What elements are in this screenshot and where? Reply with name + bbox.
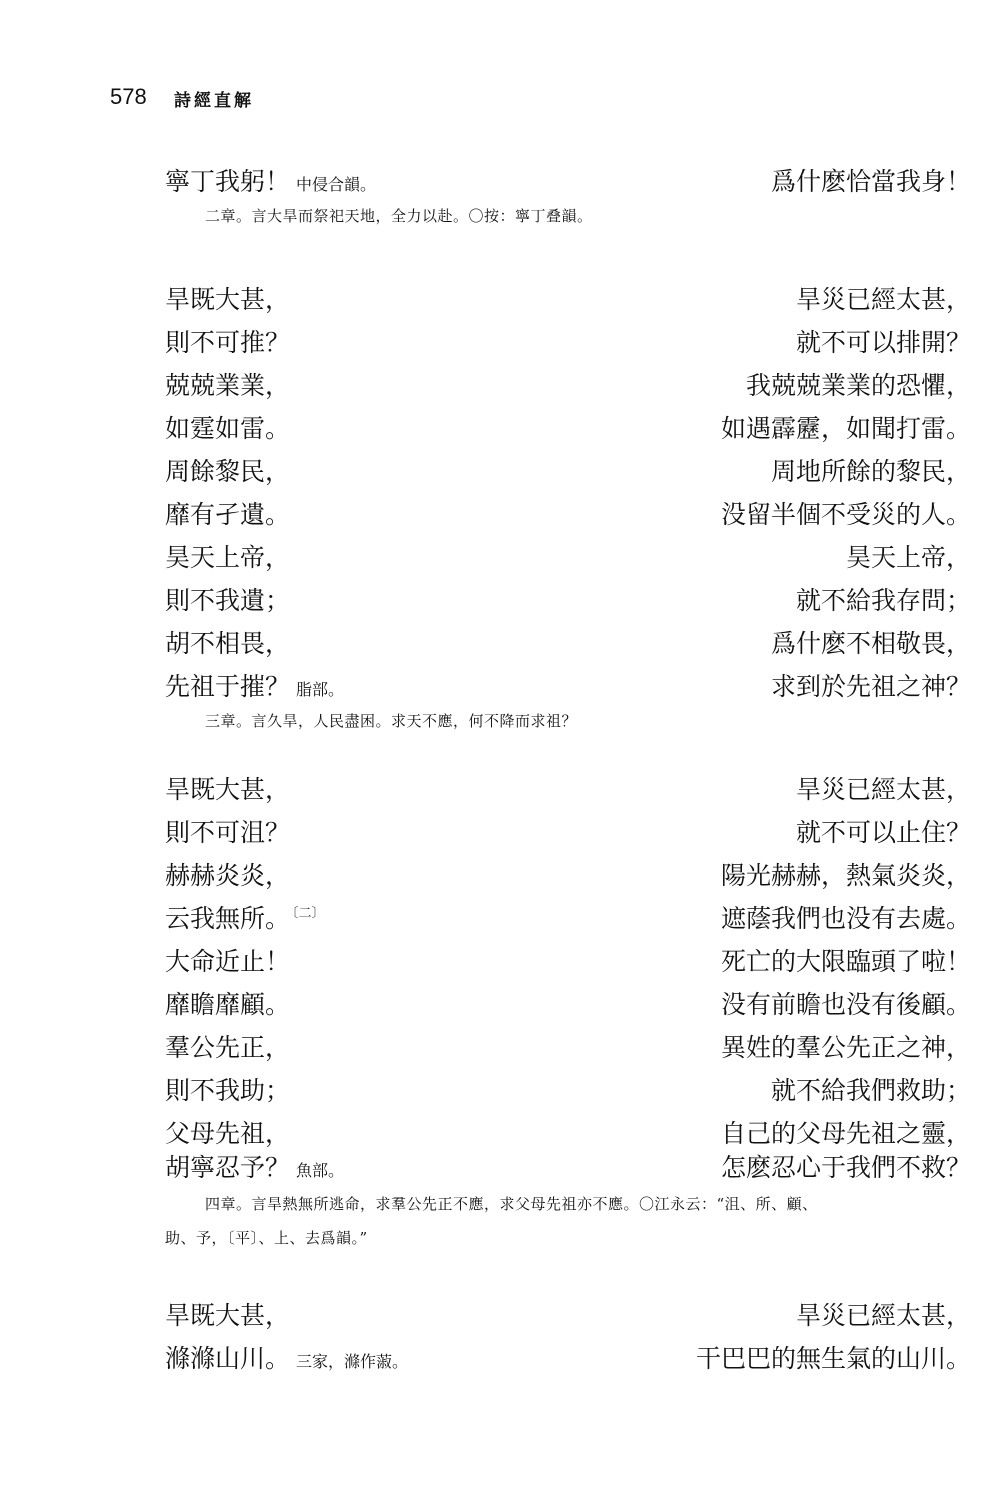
rhyme-note: 魚部。 — [296, 1161, 345, 1180]
verse-line — [165, 162, 971, 202]
verse-original: 則不我遺； — [165, 586, 291, 615]
verse-line — [165, 409, 971, 449]
verse-original: 如霆如雷。 — [165, 414, 291, 443]
verse-line — [165, 581, 971, 621]
verse-original: 滌滌山川。 三家，滌作蔋。 — [165, 1344, 409, 1373]
verse-line — [165, 667, 971, 707]
variant-note: 三家，滌作蔋。 — [296, 1352, 409, 1371]
verse-translation: 旱災已經太甚， — [795, 285, 971, 314]
verse-original: 兢兢業業， — [165, 371, 291, 400]
verse-original: 寧丁我躬！ 中侵合韻。 — [165, 167, 377, 196]
verse-line — [165, 1148, 971, 1188]
chapter-comment: 三章。言久旱，人民盡困。求天不應，何不降而求祖？ — [205, 712, 578, 730]
verse-line — [165, 452, 971, 492]
verse-original: 則不我助； — [165, 1076, 291, 1105]
verse-line — [165, 813, 971, 853]
verse-line — [165, 1028, 971, 1068]
verse-line — [165, 1071, 971, 1111]
verse-translation: 周地所餘的黎民， — [770, 457, 971, 486]
verse-translation: 自己的父母先祖之靈， — [720, 1119, 971, 1148]
verse-original: 父母先祖， — [165, 1119, 291, 1148]
verse-original: 胡寧忍予？ 魚部。 — [165, 1153, 345, 1182]
verse-original: 周餘黎民， — [165, 457, 291, 486]
page-number: 578 — [110, 84, 147, 109]
verse-translation: 就不給我存問； — [795, 586, 971, 615]
verse-original: 則不可推？ — [165, 328, 291, 357]
verse-line — [165, 1339, 971, 1379]
verse-line — [165, 538, 971, 578]
verse-translation: 死亡的大限臨頭了啦！ — [720, 947, 971, 976]
verse-line — [165, 899, 971, 939]
verse-translation: 爲什麽恰當我身！ — [770, 167, 971, 196]
verse-line — [165, 770, 971, 810]
verse-line — [165, 1296, 971, 1336]
verse-line — [165, 495, 971, 535]
verse-translation: 旱災已經太甚， — [795, 775, 971, 804]
verse-line — [165, 624, 971, 664]
verse-original: 則不可沮？ — [165, 818, 291, 847]
verse-translation: 干巴巴的無生氣的山川。 — [695, 1344, 971, 1373]
verse-original: 云我無所。 $^{〔二〕}$ — [165, 904, 325, 933]
verse-translation: 就不可以止住？ — [795, 818, 971, 847]
verse-translation: 没留半個不受災的人。 — [720, 500, 971, 529]
verse-original: 先祖于摧？ 脂部。 — [165, 672, 345, 701]
chapter-comment: 二章。言大旱而祭祀天地，全力以赴。〇按：寧丁叠韻。 — [205, 207, 593, 225]
verse-original: 旱既大甚， — [165, 775, 291, 804]
verse-translation: 怎麽忍心于我們不救？ — [720, 1153, 971, 1182]
verse-original: 胡不相畏， — [165, 629, 291, 658]
verse-translation: 求到於先祖之神？ — [770, 672, 971, 701]
verse-line — [165, 280, 971, 320]
verse-line — [165, 366, 971, 406]
verse-original: 昊天上帝， — [165, 543, 291, 572]
verse-original: 靡有孑遺。 — [165, 500, 291, 529]
verse-translation: 昊天上帝， — [845, 543, 971, 572]
book-title: 詩經直解 — [174, 91, 254, 111]
verse-original: 旱既大甚， — [165, 1301, 291, 1330]
verse-translation: 没有前瞻也没有後顧。 — [720, 990, 971, 1019]
verse-translation: 爲什麽不相敬畏， — [770, 629, 971, 658]
verse-line — [165, 856, 971, 896]
verse-original: 赫赫炎炎， — [165, 861, 291, 890]
verse-line — [165, 985, 971, 1025]
verse-translation: 就不可以排開？ — [795, 328, 971, 357]
verse-translation: 陽光赫赫，熱氣炎炎， — [720, 861, 971, 890]
verse-translation: 如遇霹靂，如聞打雷。 — [720, 414, 971, 443]
verse-translation: 遮蔭我們也没有去處。 — [720, 904, 971, 933]
footnote-marker: 〔二〕 — [292, 906, 325, 921]
verse-original: 靡瞻靡顧。 — [165, 990, 291, 1019]
verse-translation: 異姓的羣公先正之神， — [720, 1033, 971, 1062]
verse-original: 大命近止！ — [165, 947, 291, 976]
rhyme-note: 中侵合韻。 — [296, 175, 377, 194]
verse-line — [165, 323, 971, 363]
verse-translation: 我兢兢業業的恐懼， — [745, 371, 971, 400]
rhyme-note: 脂部。 — [296, 680, 345, 699]
chapter-comment: 四章。言旱熱無所逃命，求羣公先正不應，求父母先祖亦不應。〇江永云：“沮、所、顧、 — [205, 1195, 818, 1213]
verse-translation: 就不給我們救助； — [770, 1076, 971, 1105]
chapter-comment-continued: 助、予，〔平〕、上、去爲韻。” — [165, 1229, 368, 1247]
verse-line — [165, 942, 971, 982]
verse-original: 羣公先正， — [165, 1033, 291, 1062]
verse-original: 旱既大甚， — [165, 285, 291, 314]
verse-translation: 旱災已經太甚， — [795, 1301, 971, 1330]
